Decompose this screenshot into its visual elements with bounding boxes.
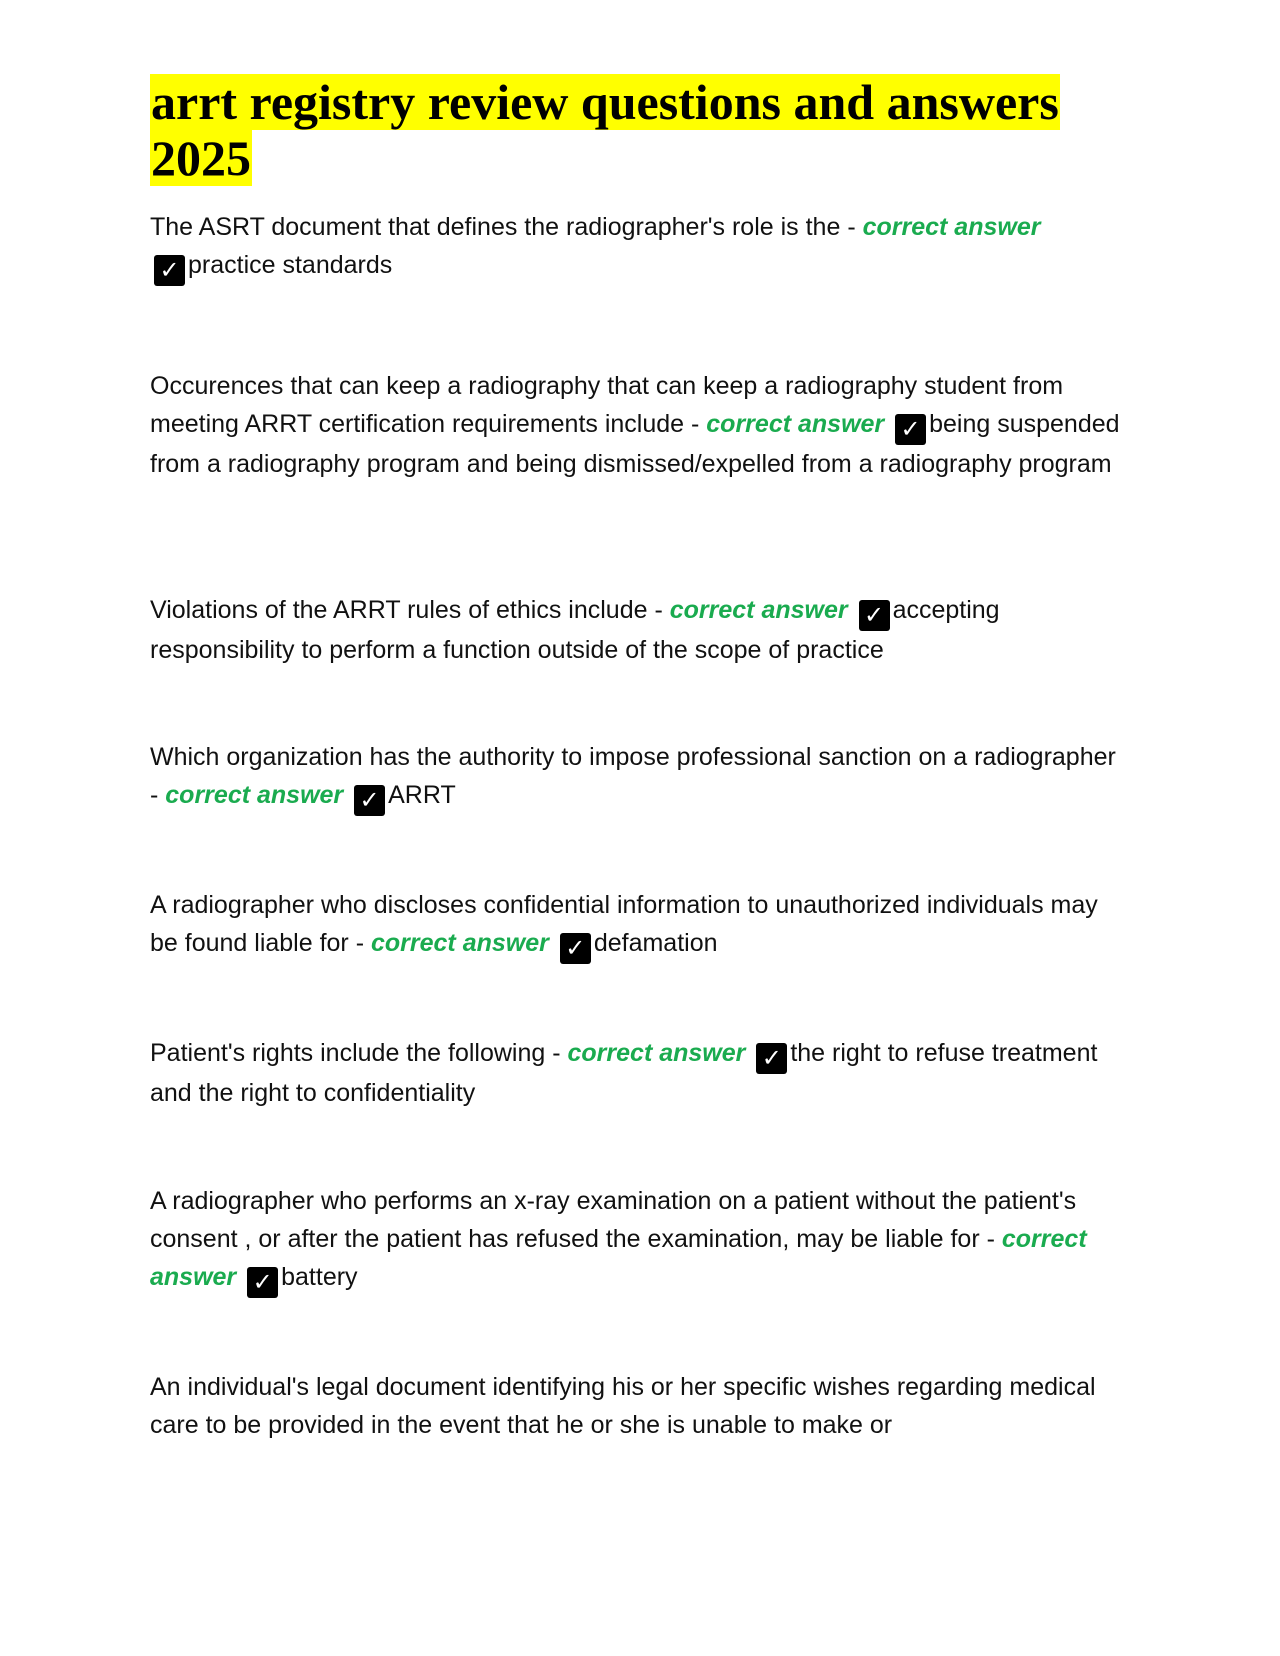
answer-text: accepting responsibility to perform a function outside of the scope of practice	[150, 596, 1000, 664]
answer-text: practice standards	[188, 251, 393, 279]
checkmark-icon: ✓	[560, 933, 591, 964]
answer-text: the right to refuse treatment and the right to confidentiality	[150, 1039, 1098, 1107]
question-text: Violations of the ARRT rules of ethics include -	[150, 596, 670, 624]
question-text: Occurences that can keep a radiography that can keep a radiography student from meeting ARRT certification requirements include -	[150, 372, 1064, 438]
checkmark-icon: ✓	[859, 600, 890, 631]
question-text: An individual's legal document identifying his or her specific wishes regarding medical care to be provided in the event that he or she is unable to make or	[150, 1373, 1096, 1439]
correct-answer-label: correct answer	[150, 1225, 1087, 1291]
correct-answer-label: correct answer	[370, 929, 549, 957]
checkmark-icon: ✓	[895, 414, 926, 445]
checkmark-icon: ✓	[354, 785, 385, 816]
question-text: Patient's rights include the following -	[150, 1039, 568, 1067]
correct-answer-label: correct answer	[862, 213, 1041, 241]
document-title	[150, 74, 1130, 186]
correct-answer-label: correct answer	[706, 410, 885, 438]
qa-item-4	[150, 738, 1130, 816]
title-highlight: arrt registry review questions and answers 2025	[151, 74, 1059, 186]
qa-item-7	[150, 1182, 1130, 1298]
answer-text: being suspended from a radiography program and being dismissed/expelled from a radiography program	[150, 410, 1120, 478]
correct-answer-label: correct answer	[165, 781, 344, 809]
correct-answer-label: correct answer	[669, 596, 848, 624]
qa-item-2	[150, 367, 1130, 483]
question-text: A radiographer who performs an x-ray examination on a patient without the patient's consent , or after the patient has refused the examination, may be liable for -	[150, 1187, 1077, 1253]
answer-text: battery	[281, 1263, 358, 1291]
question-text: Which organization has the authority to impose professional sanction on a radiographer -	[150, 743, 1116, 809]
qa-item-8	[150, 1368, 1130, 1444]
qa-item-5	[150, 886, 1130, 964]
question-text: The ASRT document that defines the radiographer's role is the -	[150, 213, 863, 241]
correct-answer-label: correct answer	[567, 1039, 746, 1067]
checkmark-icon: ✓	[247, 1267, 278, 1298]
checkmark-icon: ✓	[756, 1043, 787, 1074]
answer-text: ARRT	[388, 781, 456, 809]
qa-item-1	[150, 208, 1130, 286]
qa-item-6	[150, 1034, 1130, 1112]
qa-item-3	[150, 591, 1130, 669]
checkmark-icon: ✓	[154, 255, 185, 286]
answer-text: defamation	[593, 929, 718, 957]
question-text: A radiographer who discloses confidential information to unauthorized individuals may be found liable for -	[150, 891, 1098, 957]
